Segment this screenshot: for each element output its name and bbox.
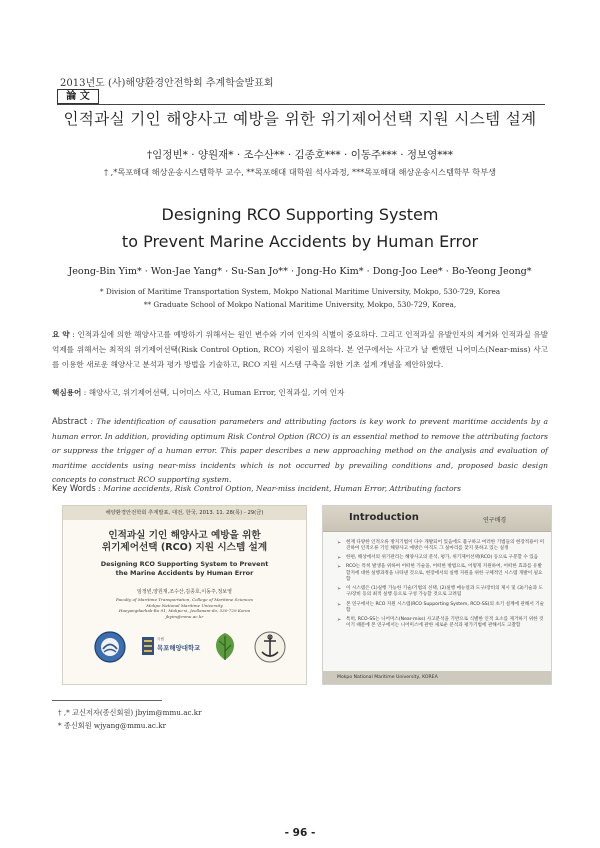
poster-left-title-en-line-2: the Marine Accidents by Human Error (115, 569, 254, 577)
abstract-korean-label: 요 약 (52, 330, 70, 339)
abstract-korean-text: : 인적과실에 의한 해양사고를 예방하기 위해서는 원인 변수와 기여 인자의 식별이 중요하다. 그리고 인적과실 유발인자의 제거와 인적과실 유발 억제를 위해서는 최적의 위기제어선택(Risk Control Option, RCO) 지원이 필요하다. 본 연구에서는 사고가 날 뻔했던 니어미스(Near-miss) 사고를 이용한 새로운 해양사고 분석과 평가 방법을 기술하고, RCO 지원 시스템 구축을 위한 기초 설계 개념을 제안하였다. (52, 330, 548, 369)
arrow-bullet-icon: ➢ (337, 555, 342, 562)
abstract-english (52, 414, 548, 488)
article-type-tag: 論 文 (57, 89, 99, 104)
poster-title-slide (62, 505, 307, 685)
keywords-korean-text: : 해양사고, 위기제어선택, 니어미스 사고, Human Error, 인적과실, 기여 인자 (81, 388, 345, 397)
bullet-text: 특히, RCO-SS는 니어미스(Near-miss) 사고분석을 기반으로 식별한 인적 요소를 제거하기 위한 것이기 때문에 본 연구에서는 니어미스에 관한 새로운 분석과 평가기법에 관해서도 고찰함 (346, 616, 544, 629)
poster-right-title: Introduction (349, 512, 419, 523)
poster-left-title-english (63, 560, 306, 578)
poster-right-subtitle: 연구배경 (483, 517, 507, 524)
authors-korean: †임정빈* · 양원재* · 조수산** · 김종호*** · 이동주*** · 정보영*** (146, 149, 454, 161)
bullet-text: 이 시스템은 (1)실행 가능한 기술/기법의 선택, (2)실행 매뉴얼과 도구/장비의 제시 및 (3)기술과 도구/장비 등의 최적 실행 등으로 구성 가능할 것으로 고려됨 (346, 586, 543, 598)
abstract-english-text: : The identification of causation parameters and attributing factors is key work to prevent maritime accidents by a human error. In addition, providing optimum Risk Control Option (RCO) is an essential method to remove the attributing factors or suppress the trigger of a human error. This paper describes a new approaching method on the analysis and evaluation of maritime accidents using near-miss incidents which is not occurred by prevailing conditions and, proposed basic design concepts to construct RCO supporting system. (52, 417, 548, 484)
society-emblem-icon (93, 630, 127, 664)
title-en-line-2: to Prevent Marine Accidents by Human Error (121, 232, 479, 251)
keywords-korean-label: 핵심용어 (52, 388, 82, 397)
arrow-bullet-icon: ➢ (337, 616, 342, 623)
keywords-english-text: : Marine accidents, Risk Control Option, Near-miss incident, Human Error, Attributing factors (95, 484, 462, 493)
anchor-emblem-icon (253, 630, 287, 664)
poster-left-affil-line-2: Mokpo National Maritime University (146, 602, 223, 608)
university-logo-small-text: 국립 (157, 637, 164, 641)
conference-header: 2013년도 (사)해양환경안전학회 추계학술발표회 (60, 78, 274, 89)
university-crest-icon (141, 636, 155, 658)
poster-left-logos (63, 630, 306, 676)
list-item (337, 586, 545, 599)
university-logo (141, 634, 201, 660)
bullet-text: 본 연구에서는 RCO 지원 시스템(RCO Supporting System, RCO-SS)의 초기 설계에 관해서 기술함 (346, 601, 545, 613)
affiliation-korean: † ,*목포해대 해상운송시스템학부 교수, **목포해대 대학원 석사과정, ***목포해대 해상운송시스템학부 학부생 (103, 167, 497, 177)
poster-left-affiliation (63, 597, 306, 619)
footnote-divider (52, 700, 162, 701)
poster-left-affil-line-3: Haeyangdaehak-Ro 91, Mokpo-si, Jeollanam-do, 530-729 Korea (118, 608, 251, 613)
poster-left-authors: 임정빈,양원재,조수산,김종호,이동주,정보영 (137, 589, 232, 595)
list-item (337, 617, 545, 630)
affiliation-english-2: ** Graduate School of Mokpo National Maritime University, Mokpo, 530-729, Korea, (143, 300, 457, 309)
title-en-line-1: Designing RCO Supporting System (161, 205, 439, 224)
keywords-korean (52, 387, 548, 398)
affiliation-english-1: * Division of Maritime Transportation System, Mokpo National Maritime University, Mokpo, 530-729, Korea (99, 287, 501, 296)
footnote-corresponding-author: † ,* 교신저자(종신회원) jbyim@mmu.ac.kr (58, 708, 202, 717)
university-logo-text: 목포해양대학교 (157, 644, 201, 652)
footnote-member: * 종신회원 wjyang@mmu.ac.kr (58, 721, 167, 730)
list-item (337, 564, 545, 583)
abstract-korean (52, 327, 548, 372)
header-divider (57, 104, 545, 105)
bullet-text: 현재 다양한 인적오류 방지기법이 다수 개발되어 있음에도 불구하고 여러한 기법들의 현장적용이 미진하여 인적오류 기인 해양사고 예방은 아직도 그 실마리를 찾지 못하고 있는 실정 (346, 540, 545, 552)
poster-right-footer: Mokpo National Maritime University, KOREA (323, 671, 551, 684)
poster-left-affil-line-1: Faculty of Maritime Transportation, College of Maritime Sciences (116, 597, 253, 602)
arrow-bullet-icon: ➢ (337, 540, 342, 546)
paper-title-english (0, 201, 600, 255)
authors-english: Jeong-Bin Yim* · Won-Jae Yang* · Su-San Jo** · Jong-Ho Kim* · Dong-Joo Lee* · Bo-Yeong Jeong* (68, 266, 532, 277)
bullet-text: 한편, 해상에서의 위기관리는 해양사고의 분석, 평가, 위기제어선택(RCO) 등으로 구분할 수 있음 (346, 555, 539, 561)
keywords-english (52, 483, 548, 493)
keywords-english-label: Key Words (52, 483, 96, 493)
arrow-bullet-icon: ➢ (337, 586, 342, 593)
arrow-bullet-icon: ➢ (337, 564, 342, 571)
page-number: - 96 - (284, 827, 316, 839)
poster-introduction-slide (322, 505, 552, 685)
list-item (337, 602, 545, 615)
poster-right-bullets (337, 540, 545, 632)
poster-left-header: 해양환경안전학회 추계발표, 대전, 한국, 2013. 11. 28(목) - 29(금) (63, 506, 306, 520)
poster-right-header (323, 506, 551, 532)
poster-left-title-korean (63, 530, 306, 554)
leaf-emblem-icon (209, 630, 241, 664)
list-item (337, 540, 545, 553)
arrow-bullet-icon: ➢ (337, 601, 342, 608)
list-item (337, 555, 545, 561)
poster-left-affil-line-4: jbyim@mmu.ac.kr (165, 613, 204, 619)
abstract-english-label: Abstract (52, 416, 88, 426)
poster-left-title-en-line-1: Designing RCO Supporting System to Prevent (100, 560, 269, 568)
bullet-text: RCO는 특히 발생을 위하여 어떠한 기술을, 어떠한 방법으로, 어떻게 지원하여, 어떠한 효과를 유발할지에 대한 실행과정을 나타낸 것으로, 현장에서의 실행 지원을 위한 구체적인 시스템 개발이 필요함 (346, 564, 543, 583)
poster-left-title-ko-line-2: 위기제어선택 (RCO) 지원 시스템 설계 (101, 542, 268, 553)
poster-left-title-ko-line-1: 인적과실 기인 해양사고 예방을 위한 (108, 530, 261, 541)
paper-title-korean: 인적과실 기인 해양사고 예방을 위한 위기제어선택 지원 시스템 설계 (63, 110, 537, 128)
